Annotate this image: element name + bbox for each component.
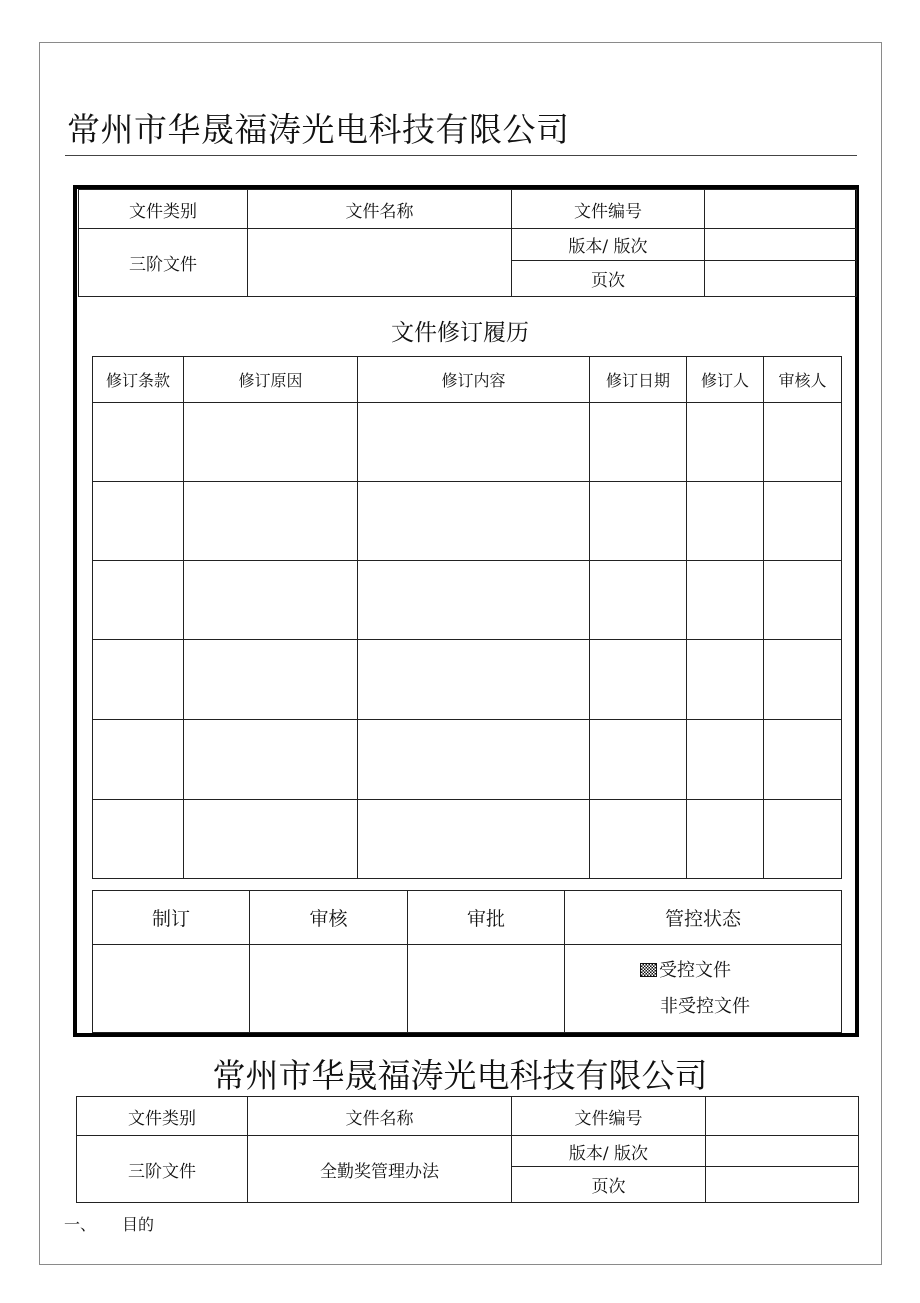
table-row — [93, 640, 842, 720]
controlled-label: 受控文件 — [659, 959, 731, 981]
label-version: 版本/ 版次 — [512, 229, 705, 261]
approval-table — [92, 890, 842, 1033]
reviewed-signature — [250, 945, 408, 1033]
number-value-2 — [706, 1097, 859, 1136]
label-category-2: 文件类别 — [77, 1097, 248, 1136]
col-reviser: 修订人 — [687, 357, 764, 403]
document-header-table-2 — [76, 1096, 859, 1203]
checked-box-icon[interactable] — [640, 963, 657, 977]
table-row — [93, 800, 842, 879]
label-reviewed: 审核 — [250, 891, 408, 945]
label-control-status: 管控状态 — [565, 891, 842, 945]
table-row — [93, 561, 842, 640]
number-value — [705, 190, 857, 229]
label-number-2: 文件编号 — [512, 1097, 706, 1136]
category-value-2: 三阶文件 — [77, 1136, 248, 1203]
section-title: 目的 — [122, 1215, 155, 1234]
company-title-2: 常州市华晟福涛光电科技有限公司 — [212, 1056, 708, 1095]
version-value-2 — [706, 1136, 859, 1167]
label-name-2: 文件名称 — [248, 1097, 512, 1136]
section-heading — [64, 1212, 154, 1235]
col-revision-reason: 修订原因 — [184, 357, 358, 403]
label-drafted: 制订 — [93, 891, 250, 945]
category-value: 三阶文件 — [79, 229, 248, 297]
version-value — [705, 229, 857, 261]
document-header-table — [78, 189, 857, 297]
section-number: 一、 — [64, 1215, 97, 1234]
label-name: 文件名称 — [248, 190, 512, 229]
col-reviewer: 审核人 — [764, 357, 842, 403]
control-status-cell — [565, 945, 842, 1033]
revision-history-title: 文件修订履历 — [391, 320, 529, 346]
label-category: 文件类别 — [79, 190, 248, 229]
label-page-2: 页次 — [512, 1167, 706, 1203]
approved-signature — [408, 945, 565, 1033]
revision-history-table — [92, 356, 842, 879]
table-row — [93, 482, 842, 561]
col-revision-date: 修订日期 — [590, 357, 687, 403]
label-page: 页次 — [512, 261, 705, 297]
uncontrolled-option[interactable]: 非受控文件 — [660, 995, 750, 1017]
controlled-option[interactable] — [565, 953, 841, 989]
col-revision-content: 修订内容 — [358, 357, 590, 403]
header-divider — [65, 155, 857, 156]
col-revision-clause: 修订条款 — [93, 357, 184, 403]
label-approved: 审批 — [408, 891, 565, 945]
document-name-value: 全勤奖管理办法 — [248, 1136, 512, 1203]
table-row — [93, 403, 842, 482]
name-value — [248, 229, 512, 297]
company-title: 常州市华晟福涛光电科技有限公司 — [67, 110, 570, 149]
table-row — [93, 720, 842, 800]
page-value-2 — [706, 1167, 859, 1203]
label-number: 文件编号 — [512, 190, 705, 229]
page-value — [705, 261, 857, 297]
drafted-signature — [93, 945, 250, 1033]
label-version-2: 版本/ 版次 — [512, 1136, 706, 1167]
